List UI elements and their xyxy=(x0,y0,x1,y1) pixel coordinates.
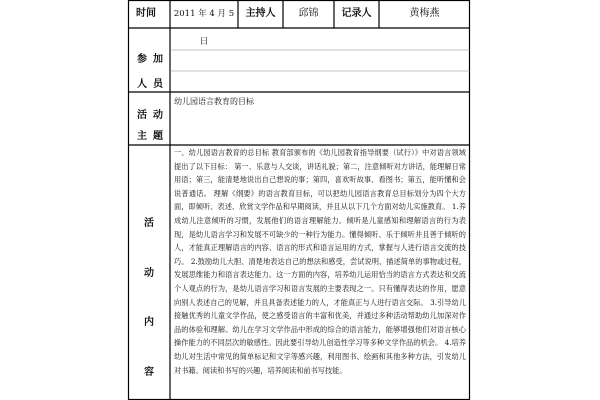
participants-value xyxy=(170,28,470,92)
topic-label-char-2: 动 xyxy=(153,110,163,121)
participants-label-char-2: 加 xyxy=(153,54,163,65)
recorder-label: 记录人 xyxy=(341,8,372,19)
participants-label xyxy=(128,28,170,92)
content-label-char-1: 活 xyxy=(144,218,154,229)
topic-label-char-1: 活 xyxy=(137,110,147,121)
participants-label-char-3: 人 xyxy=(137,79,147,90)
content-label-char-4: 容 xyxy=(144,366,154,378)
participants-label-char-4: 员 xyxy=(153,79,163,90)
participants-label-char-1: 参 xyxy=(137,54,147,65)
topic-value: 幼儿园语言教育的目标 xyxy=(174,97,254,106)
topic-label-char-3: 主 xyxy=(137,131,147,142)
activity-record-sheet xyxy=(128,0,470,400)
recorder-value: 黄梅燕 xyxy=(409,8,440,19)
content-label-char-2: 动 xyxy=(144,267,154,279)
topic-label xyxy=(128,92,170,145)
host-label: 主持人 xyxy=(245,8,276,19)
content-label-char-3: 内 xyxy=(144,317,154,329)
content-label xyxy=(128,145,170,400)
time-label: 时间 xyxy=(136,8,156,19)
date-value: 2011 年 4 月 5 日 xyxy=(173,9,235,47)
host-value: 邱锦 xyxy=(298,8,319,19)
topic-label-char-4: 题 xyxy=(153,131,163,142)
content-text: 一、幼儿园语言教育的总目标 教育部颁布的《幼儿园教育指导纲要（试行）》中对语言领域提出了以下目标： 第一、乐意与人交谈，讲话礼貌；第二，注意倾听对方讲话，能理解日常用语；第三，能清楚地说出自己想说的事；第四，喜欢听故事、看图书；第五，能听懂和会说普通话。 理解《纲要》的语言教育目标，可以把幼儿园语言教育总目标划分为四个大方面，即倾听、表述、欣赏文学作品和早期阅读，并且从以下几个方面对幼儿实施教育。 1.养成幼儿注意倾听的习惯，发展他们的语言理解能力。倾听是儿童感知和理解语言的行为表现，是幼儿语言学习和发展不可缺少的一种行为能力。懂得倾听、乐于倾听并且善于倾听的人，才能真正理解语言的内容、语言的形式和语言运用的方式，掌握与人进行语言交流的技巧。 2.鼓励幼儿大胆、清楚地表达自己的想法和感受，尝试说明、描述简单的事物或过程，发展思维能力和语言表达能力。这一方面的内容，培养幼儿运用恰当的语言方式表达和交流个人观点的行为，是幼儿语言学习和语言发展的主要表现之一。只有懂得表达的作用，愿意向别人表述自己的见解，并且具备表述能力的人，才能真正与人进行语言交际。 3.引导幼儿接触优秀的儿童文学作品，使之感受语言的丰富和优美，并通过多种活动帮助幼儿加深对作品的体验和理解。幼儿在学习文学作品中形成的综合的语言能力，能够增强他们对语言核心操作能力的不同层次的敏感性。因此要引导幼儿创造性学习等多种文学作品的机会。 4.培养幼儿对生活中常见的简单标记和文字等感兴趣，利用图书、绘画和其他多种方法，引发幼儿对书籍、阅读和书写的兴趣，培养阅读和前书写技能。 xyxy=(174,148,466,375)
